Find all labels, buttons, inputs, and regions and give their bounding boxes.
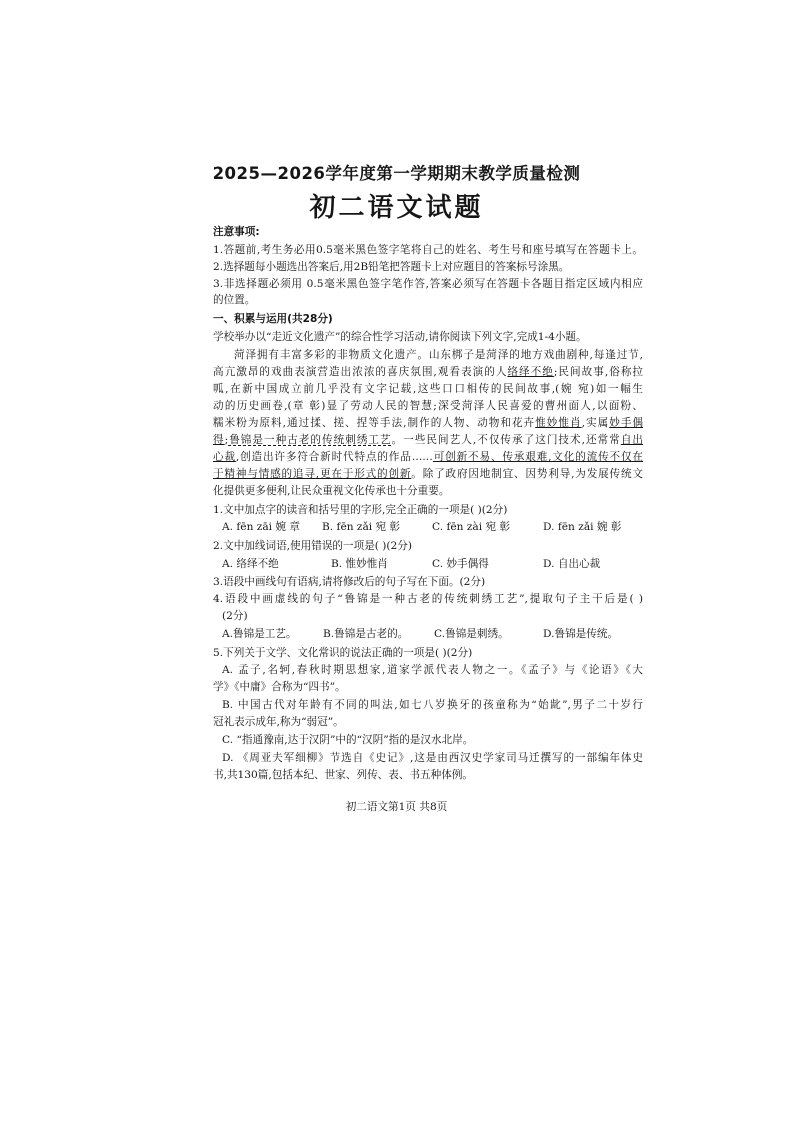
section-heading: 一、积累与运用(共28分): [213, 313, 333, 325]
passage-line: 糯米粉为原料,通过揉、搓、捏等手法,制作的人物、动物和花卉惟妙惟肖,实属妙手偶: [213, 417, 643, 429]
passage-line: 高亢激昂的戏曲表演营造出浓浓的喜庆氛围,观看表演的人络绎不绝;民间故事,俗称拉: [213, 366, 643, 378]
underlined-word: 自出: [620, 434, 643, 446]
question-4-score: (2分): [222, 610, 248, 622]
underlined-word: 络绎不绝: [507, 366, 554, 378]
q2-option-a: A. 络绎不绝: [222, 558, 279, 570]
notice-heading: 注意事项:: [213, 226, 260, 238]
q5-option-c: C. “指通豫南,达于汉阴”中的“汉阴”指的是汉水北岸。: [222, 734, 474, 746]
passage-line: 于精神与情感的追寻,更在于形式的创新。除了政府因地制宜、因势利导,为发展传统文: [213, 468, 643, 480]
q4-option-d: D.鲁锦是传统。: [543, 628, 619, 640]
q1-option-a: A. fēn zāi 婉 章: [222, 521, 300, 533]
notice-item-3a: 3.非选择题必须用 0.5毫米黑色签字笔作答,答案必须写在答题卡各题目指定区域内相应: [213, 278, 643, 290]
exam-subtitle: 初二语文试题: [309, 193, 484, 223]
q1-option-b: B. fēn zǎi 宛 彰: [322, 521, 401, 533]
passage-line: 菏泽拥有丰富多彩的非物质文化遗产。山东梆子是菏泽的地方戏曲剧种,每逢过节,: [234, 349, 643, 361]
q1-option-c: C. fēn zài 宛 彰: [432, 521, 511, 533]
q5-option-b: B. 中国古代对年龄有不同的叫法,如七八岁换牙的孩童称为“始龀”,男子二十岁行: [222, 699, 643, 711]
passage-line: 得;鲁锦是一种古老的传统刺绣工艺。一些民间艺人,不仅传承了这门技术,还常常自出: [213, 434, 643, 446]
page-footer: 初二语文第1页 共8页: [345, 801, 448, 813]
question-2-stem: 2.文中加线词语,使用错误的一项是( )(2分): [213, 540, 413, 552]
question-5-stem: 5.下列关于文学、文化常识的说法正确的一项是( )(2分): [213, 647, 473, 659]
question-4-stem: 4.语段中画虚线的句子“鲁锦是一种古老的传统刺绣工艺”,提取句子主干后是( ): [213, 593, 643, 605]
underlined-word: 惟妙惟肖: [535, 417, 582, 429]
underlined-sentence: 可创新不易、传承艰难,文化的流传不仅在: [432, 451, 643, 463]
passage-line: 化提供更多便利,让民众重视文化传承也十分重要。: [213, 485, 450, 497]
notice-item-1: 1.答题前,考生务必用0.5毫米黑色签字笔将自己的姓名、考生号和座号填写在答题卡上。: [213, 244, 643, 256]
q5-option-d: D. 《周亚夫军细柳》节选自《史记》,这是由西汉史学家司马迁撰写的一部编年体史: [222, 752, 643, 764]
q2-option-d: D. 自出心裁: [543, 558, 601, 570]
q5-option-d-cont: 书,共130篇,包括本纪、世家、列传、表、书五种体例。: [213, 769, 474, 781]
q1-option-d: D. fēn zǎi 婉 彰: [543, 521, 622, 533]
q2-option-b: B. 惟妙惟肖: [331, 558, 388, 570]
underlined-word: 得: [213, 434, 225, 446]
q4-option-c: C.鲁锦是刺绣。: [434, 628, 509, 640]
dashed-sentence: 鲁锦是一种古老的传统刺绣工艺: [228, 434, 392, 446]
q5-option-a-cont: 学》《中庸》合称为“四书”。: [213, 681, 346, 693]
q4-option-b: B.鲁锦是古老的。: [323, 628, 409, 640]
question-3-stem: 3.语段中画线句有语病,请将修改后的句子写在下面。(2分): [213, 576, 486, 588]
exam-title: 2025—2026学年度第一学期期末教学质量检测: [212, 164, 581, 183]
q5-option-b-cont: 冠礼表示成年,称为“弱冠”。: [213, 716, 344, 728]
notice-item-3b: 的位置。: [213, 294, 256, 306]
q5-option-a: A. 孟子,名轲,春秋时期思想家,道家学派代表人物之一。《孟子》与《论语》《大: [222, 664, 643, 676]
q4-option-a: A.鲁锦是工艺。: [222, 628, 297, 640]
underlined-sentence: 于精神与情感的追寻,更在于形式的创新: [213, 468, 412, 480]
question-1-stem: 1.文中加点字的读音和括号里的字形,完全正确的一项是( )(2分): [213, 504, 508, 516]
section-intro: 学校举办以“走近文化遗产”的综合性学习活动,请你阅读下列文字,完成1-4小题。: [213, 331, 587, 343]
underlined-word: 心裁: [213, 451, 236, 463]
passage-line: 动的历史画卷,(章 彰)显了劳动人民的智慧;深受菏泽人民喜爱的曹州面人,以面粉、: [213, 400, 643, 412]
passage-line: 呱,在新中国成立前几乎没有文字记载,这些口口相传的民间故事,(婉 宛)如一幅生: [213, 383, 643, 395]
passage-line: 心裁,创造出许多符合新时代特点的作品……可创新不易、传承艰难,文化的流传不仅在: [213, 451, 643, 463]
underlined-word: 妙手偶: [609, 417, 643, 429]
q2-option-c: C. 妙手偶得: [432, 558, 489, 570]
notice-item-2: 2.选择题每小题选出答案后,用2B铅笔把答题卡上对应题目的答案标号涂黑。: [213, 261, 570, 273]
